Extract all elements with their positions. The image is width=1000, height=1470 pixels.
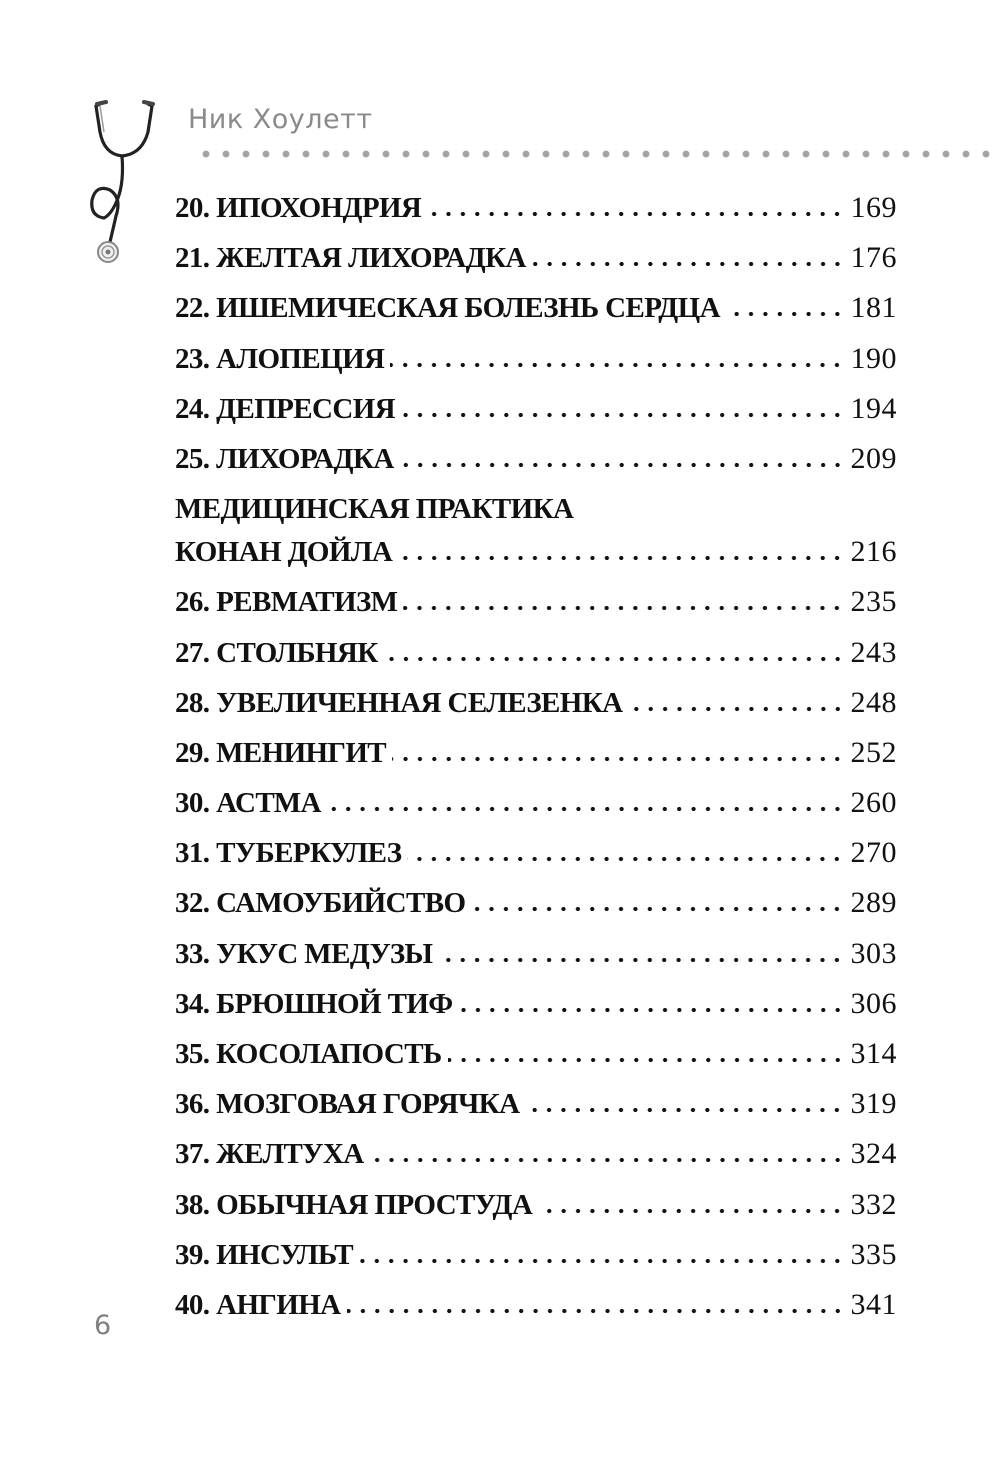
dot-leader (398, 555, 844, 561)
toc-entry-title: 37. ЖЕЛТУХА (175, 1138, 364, 1171)
toc-section-entry[interactable] (175, 532, 897, 582)
toc-entry[interactable] (175, 1134, 897, 1184)
toc-entry[interactable] (175, 1084, 897, 1134)
dot-leader (538, 1208, 844, 1214)
toc-entry-title: 34. БРЮШНОЙ ТИФ (175, 987, 453, 1020)
toc-entry-page: 303 (850, 936, 897, 970)
toc-section-title-line2: КОНАН ДОЙЛА (175, 536, 393, 569)
toc-entry[interactable] (175, 1235, 897, 1285)
dot-leader (403, 605, 844, 611)
toc-entry[interactable] (175, 833, 897, 883)
toc-entry[interactable] (175, 1034, 897, 1084)
table-of-contents (175, 188, 897, 1335)
toc-entry[interactable] (175, 1185, 897, 1235)
toc-entry-page: 270 (850, 836, 897, 870)
toc-entry-page: 252 (850, 735, 897, 769)
toc-section-title-line1: МЕДИЦИНСКАЯ ПРАКТИКА (175, 493, 574, 526)
toc-entry[interactable] (175, 934, 897, 984)
dot-leader (532, 261, 845, 267)
toc-entry[interactable] (175, 633, 897, 683)
toc-entry-page: 324 (850, 1137, 897, 1171)
toc-entry-title: 24. ДЕПРЕССИЯ (175, 392, 395, 425)
dot-leader (438, 957, 844, 963)
toc-entry-title: 28. УВЕЛИЧЕННАЯ СЕЛЕЗЕНКА (175, 686, 623, 719)
toc-entry[interactable] (175, 288, 897, 338)
dot-leader (427, 211, 844, 217)
toc-entry-title: 33. УКУС МЕДУЗЫ (175, 937, 433, 970)
toc-entry[interactable] (175, 984, 897, 1034)
toc-entry-page: 181 (850, 291, 897, 325)
toc-entry-page: 314 (850, 1037, 897, 1070)
toc-entry[interactable] (175, 1285, 897, 1335)
toc-entry-title: 29. МЕНИНГИТ (175, 736, 387, 769)
dot-leader (471, 906, 844, 912)
toc-entry-title: 30. АСТМА (175, 787, 321, 820)
toc-entry-title: 23. АЛОПЕЦИЯ (175, 342, 385, 375)
dot-leader (384, 656, 845, 662)
toc-entry-title: 39. ИНСУЛЬТ (175, 1238, 353, 1271)
dot-leader (327, 806, 845, 812)
toc-section-heading[interactable] (175, 489, 897, 532)
dot-leader (459, 1007, 845, 1013)
toc-entry-page: 335 (850, 1237, 897, 1271)
toc-entry-page: 190 (850, 341, 897, 375)
dot-leader (448, 1057, 845, 1063)
toc-entry[interactable] (175, 582, 897, 632)
toc-entry-title: 32. САМОУБИЙСТВО (175, 887, 466, 920)
toc-entry-page: 169 (850, 191, 897, 224)
dot-leader (392, 756, 844, 762)
toc-entry-page: 319 (850, 1087, 897, 1121)
dot-leader (726, 311, 845, 317)
dot-leader (359, 1258, 845, 1264)
toc-entry[interactable] (175, 883, 897, 933)
toc-entry-title: 31. ТУБЕРКУЛЕЗ (175, 837, 402, 870)
toc-entry-page: 260 (850, 786, 897, 820)
toc-entry-page: 341 (850, 1287, 897, 1321)
toc-entry[interactable] (175, 783, 897, 833)
toc-entry-title: 22. ИШЕМИЧЕСКАЯ БОЛЕЗНЬ СЕРДЦА (175, 292, 720, 325)
toc-entry-page: 176 (850, 241, 897, 275)
toc-entry[interactable] (175, 188, 897, 238)
running-head-author: Ник Хоулетт (188, 104, 373, 135)
toc-entry-title: 21. ЖЕЛТАЯ ЛИХОРАДКА (175, 242, 526, 275)
toc-entry-title: 36. МОЗГОВАЯ ГОРЯЧКА (175, 1088, 520, 1121)
dot-leader (401, 412, 845, 418)
toc-entry[interactable] (175, 733, 897, 783)
stethoscope-icon (86, 92, 156, 267)
toc-entry-title: 40. АНГИНА (175, 1288, 341, 1321)
toc-entry-page: 194 (850, 391, 897, 425)
toc-section-page: 216 (850, 535, 897, 569)
dot-leader (347, 1308, 845, 1314)
toc-entry-title: 20. ИПОХОНДРИЯ (175, 192, 422, 224)
toc-entry-title: 25. ЛИХОРАДКА (175, 442, 394, 475)
toc-entry-page: 243 (850, 635, 897, 669)
toc-entry[interactable] (175, 389, 897, 439)
dot-leader (407, 856, 844, 862)
toc-entry-page: 248 (850, 685, 897, 719)
dot-leader (370, 1157, 845, 1163)
toc-entry-title: 35. КОСОЛАПОСТЬ (175, 1038, 442, 1070)
dot-leader (525, 1107, 844, 1113)
toc-entry[interactable] (175, 683, 897, 733)
toc-entry-page: 235 (850, 585, 897, 619)
toc-entry-title: 26. РЕВМАТИЗМ (175, 586, 398, 619)
toc-entry-title: 27. СТОЛБНЯК (175, 636, 378, 669)
toc-entry[interactable] (175, 339, 897, 389)
dot-leader (629, 706, 845, 712)
toc-entry-page: 209 (850, 441, 897, 475)
toc-entry-page: 306 (850, 986, 897, 1020)
toc-entry-title: 38. ОБЫЧНАЯ ПРОСТУДА (175, 1188, 533, 1221)
dot-leader (400, 462, 845, 468)
dot-leader (390, 362, 844, 368)
toc-entry-page: 332 (850, 1187, 897, 1221)
toc-entry-page: 289 (850, 886, 897, 920)
toc-entry[interactable] (175, 439, 897, 489)
toc-entry[interactable] (175, 238, 897, 288)
dotted-header-rule (196, 150, 1000, 158)
page-number: 6 (94, 1310, 112, 1341)
